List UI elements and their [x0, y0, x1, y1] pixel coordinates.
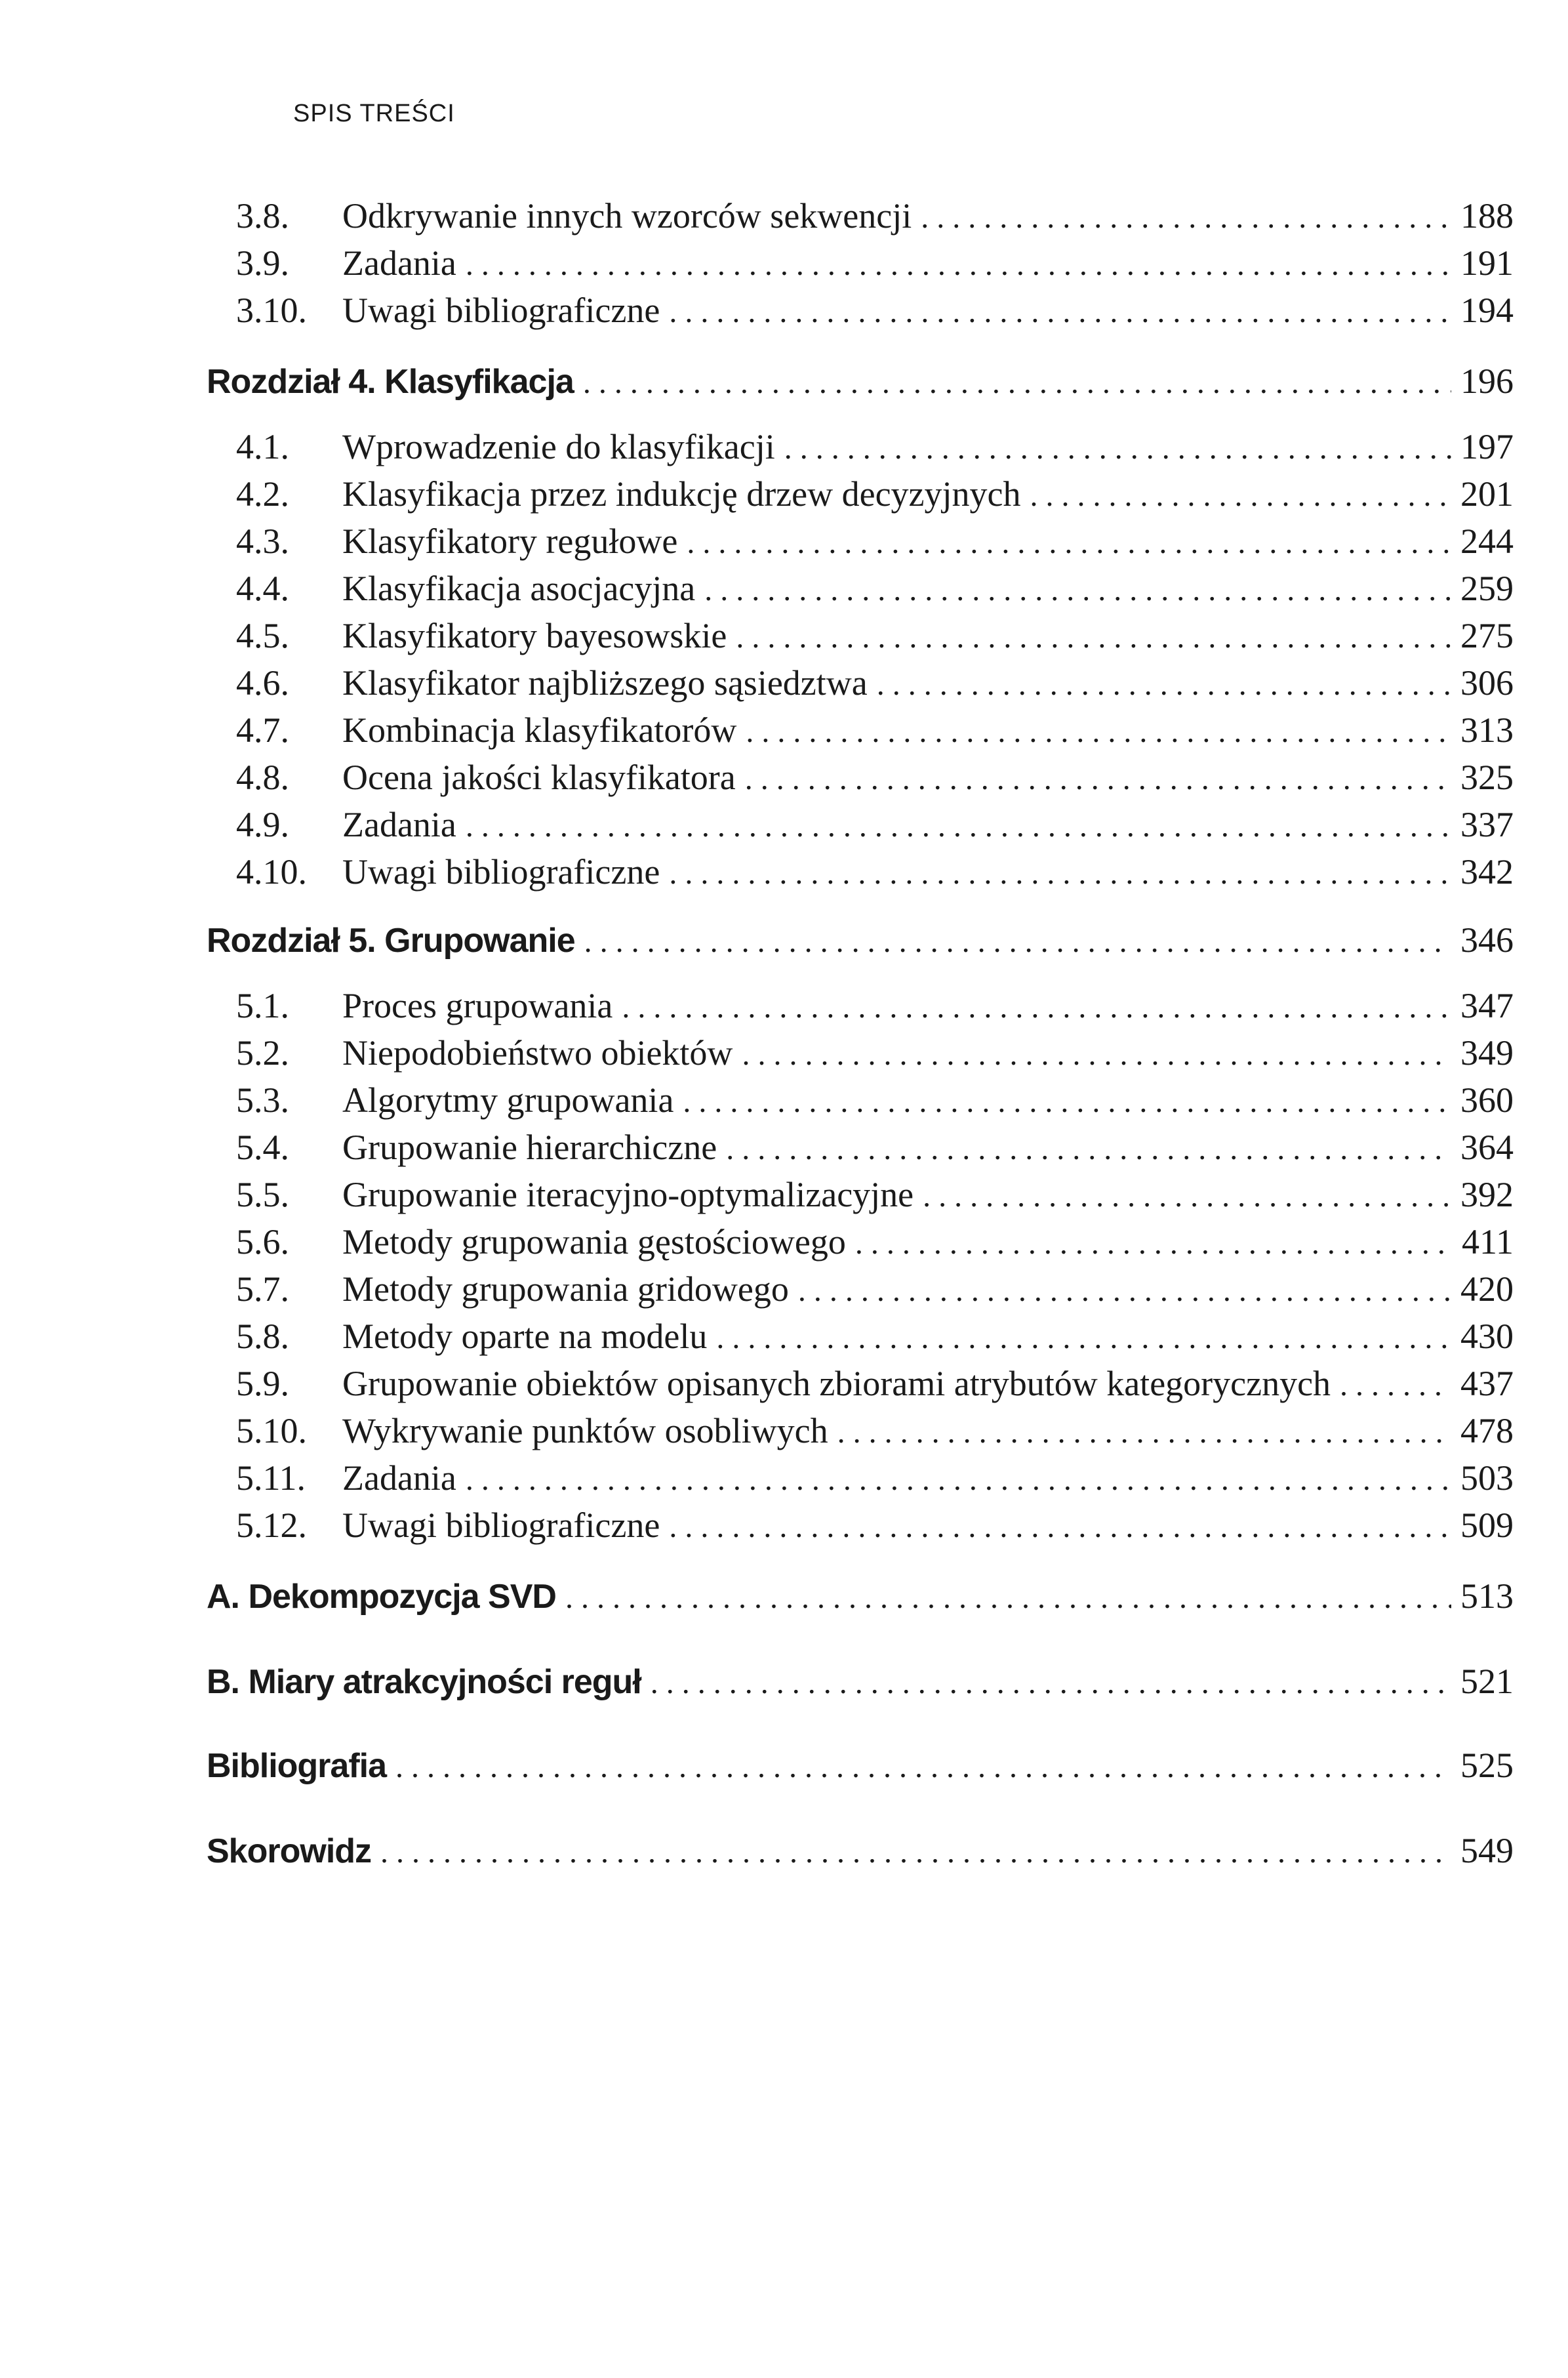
- toc-entry-title: Odkrywanie innych wzorców sekwencji: [342, 196, 912, 236]
- toc-entry-title: Metody grupowania gęstościowego: [342, 1222, 846, 1261]
- toc-entry-title: Ocena jakości klasyfikatora: [342, 758, 736, 797]
- toc-entry-page: 188: [1460, 196, 1514, 236]
- toc-entry-page: 392: [1460, 1175, 1514, 1214]
- toc-entry-page: 275: [1460, 616, 1514, 655]
- toc-chapter-title: B. Miary atrakcyjności reguł: [207, 1663, 641, 1701]
- toc-entry-number: 3.10.: [236, 291, 307, 330]
- toc-entry-page: 360: [1460, 1080, 1514, 1120]
- dot-leader: [798, 1273, 1451, 1309]
- toc-entry-page: 191: [1460, 243, 1514, 283]
- toc-chapter-title: Rozdział 5. Grupowanie: [207, 922, 575, 960]
- dot-leader: [669, 1509, 1451, 1545]
- toc-entry-number: 4.10.: [236, 852, 307, 892]
- toc-entry-number: 3.9.: [236, 243, 289, 283]
- toc-chapter-4[interactable]: [207, 361, 1514, 401]
- toc-chapter-title: Bibliografia: [207, 1747, 387, 1785]
- toc-entry-4-8[interactable]: [207, 757, 1514, 798]
- toc-entry-5-1[interactable]: [207, 985, 1514, 1026]
- dot-leader: [855, 1225, 1453, 1261]
- toc-chapter-5[interactable]: [207, 920, 1514, 960]
- dot-leader: [395, 1749, 1451, 1785]
- toc-entry-5-12[interactable]: [207, 1505, 1514, 1546]
- dot-leader: [1340, 1367, 1451, 1403]
- toc-entry-5-4[interactable]: [207, 1127, 1514, 1168]
- toc-appendix-a[interactable]: [207, 1576, 1514, 1616]
- toc-entry-3-10[interactable]: [207, 290, 1514, 331]
- toc-bibliography[interactable]: [207, 1745, 1514, 1786]
- toc-entry-number: 5.5.: [236, 1175, 289, 1214]
- toc-entry-4-10[interactable]: [207, 851, 1514, 892]
- toc-entry-4-1[interactable]: [207, 426, 1514, 467]
- toc-chapter-title: Skorowidz: [207, 1832, 372, 1870]
- toc-entry-number: 4.8.: [236, 758, 289, 797]
- toc-entry-number: 5.11.: [236, 1458, 306, 1498]
- toc-entry-title: Uwagi bibliograficzne: [342, 1506, 660, 1545]
- toc-entry-number: 4.4.: [236, 569, 289, 608]
- toc-entry-page: 420: [1460, 1269, 1514, 1309]
- toc-entry-number: 5.10.: [236, 1411, 307, 1450]
- dot-leader: [669, 855, 1451, 892]
- toc-chapter-title: A. Dekompozycja SVD: [207, 1578, 556, 1616]
- dot-leader: [742, 1036, 1451, 1073]
- toc-entry-number: 5.9.: [236, 1364, 289, 1403]
- toc-entry-title: Proces grupowania: [342, 986, 613, 1025]
- toc-entry-5-8[interactable]: [207, 1316, 1514, 1357]
- toc-entry-page: 349: [1460, 1033, 1514, 1073]
- toc-entry-4-3[interactable]: [207, 521, 1514, 562]
- toc-entry-title: Grupowanie iteracyjno-optymalizacyjne: [342, 1175, 914, 1214]
- toc-entry-page: 411: [1462, 1222, 1514, 1261]
- toc-entry-page: 478: [1460, 1411, 1514, 1450]
- toc-entry-title: Klasyfikatory regułowe: [342, 522, 678, 561]
- toc-entry-number: 3.8.: [236, 196, 289, 236]
- toc-entry-title: Wprowadzenie do klasyfikacji: [342, 427, 775, 466]
- dot-leader: [669, 294, 1451, 330]
- toc-entry-number: 5.2.: [236, 1033, 289, 1073]
- dot-leader: [745, 761, 1451, 797]
- toc-entry-4-2[interactable]: [207, 474, 1514, 514]
- toc-entry-title: Grupowanie hierarchiczne: [342, 1128, 717, 1167]
- toc-entry-title: Metody grupowania gridowego: [342, 1269, 789, 1309]
- toc-entry-title: Zadania: [342, 243, 456, 283]
- toc-entry-number: 4.2.: [236, 474, 289, 514]
- toc-entry-title: Zadania: [342, 805, 456, 844]
- toc-entry-page: 313: [1460, 710, 1514, 750]
- toc-entry-page: 259: [1460, 569, 1514, 608]
- toc-entry-number: 4.1.: [236, 427, 289, 466]
- toc-entry-page: 194: [1460, 291, 1514, 330]
- toc-entry-title: Uwagi bibliograficzne: [342, 852, 660, 892]
- dot-leader: [704, 572, 1451, 608]
- toc-entry-title: Metody oparte na modelu: [342, 1317, 708, 1356]
- toc-entry-title: Klasyfikacja przez indukcję drzew decyzyjnych: [342, 474, 1021, 514]
- toc-entry-title: Niepodobieństwo obiektów: [342, 1033, 733, 1073]
- toc-entry-number: 4.3.: [236, 522, 289, 561]
- dot-leader: [565, 1580, 1451, 1616]
- dot-leader: [466, 808, 1451, 844]
- toc-entry-page: 347: [1460, 986, 1514, 1025]
- toc-entry-page: 549: [1460, 1831, 1514, 1870]
- toc-entry-3-9[interactable]: [207, 243, 1514, 283]
- dot-leader: [877, 666, 1451, 703]
- toc-entry-page: 346: [1460, 920, 1514, 960]
- toc-entry-title: Grupowanie obiektów opisanych zbiorami atrybutów kategorycznych: [342, 1364, 1331, 1403]
- dot-leader: [716, 1320, 1451, 1356]
- toc-appendix-b[interactable]: [207, 1661, 1514, 1702]
- toc-entry-number: 5.6.: [236, 1222, 289, 1261]
- toc-entry-page: 196: [1460, 361, 1514, 401]
- toc-entry-page: 342: [1460, 852, 1514, 892]
- toc-entry-page: 509: [1460, 1506, 1514, 1545]
- dot-leader: [1030, 478, 1452, 514]
- toc-entry-5-10[interactable]: [207, 1410, 1514, 1451]
- toc-entry-title: Wykrywanie punktów osobliwych: [342, 1411, 828, 1450]
- toc-entry-5-7[interactable]: [207, 1269, 1514, 1309]
- toc-entry-page: 197: [1460, 427, 1514, 466]
- dot-leader: [651, 1665, 1451, 1701]
- dot-leader: [923, 1178, 1451, 1214]
- dot-leader: [837, 1414, 1451, 1450]
- dot-leader: [380, 1834, 1451, 1870]
- toc-entry-5-3[interactable]: [207, 1080, 1514, 1120]
- toc-entry-title: Klasyfikacja asocjacyjna: [342, 569, 696, 608]
- toc-entry-page: 513: [1460, 1576, 1514, 1616]
- toc-entry-number: 4.6.: [236, 663, 289, 703]
- toc-index[interactable]: [207, 1830, 1514, 1871]
- toc-entry-page: 201: [1460, 474, 1514, 514]
- toc-entry-page: 503: [1460, 1458, 1514, 1498]
- toc-entry-page: 337: [1460, 805, 1514, 844]
- toc-entry-number: 4.9.: [236, 805, 289, 844]
- toc-entry-page: 325: [1460, 758, 1514, 797]
- dot-leader: [726, 1131, 1451, 1167]
- toc-entry-page: 437: [1460, 1364, 1514, 1403]
- dot-leader: [466, 247, 1451, 283]
- toc-entry-number: 4.7.: [236, 710, 289, 750]
- toc-entry-title: Kombinacja klasyfikatorów: [342, 710, 737, 750]
- dot-leader: [622, 989, 1451, 1025]
- dot-leader: [583, 365, 1451, 401]
- toc-entry-3-8[interactable]: [207, 195, 1514, 236]
- toc-entry-page: 430: [1460, 1317, 1514, 1356]
- toc-entry-number: 5.4.: [236, 1128, 289, 1167]
- toc-chapter-title: Rozdział 4. Klasyfikacja: [207, 363, 574, 401]
- toc-entry-5-6[interactable]: [207, 1221, 1514, 1262]
- toc-entry-number: 5.1.: [236, 986, 289, 1025]
- dot-leader: [584, 924, 1451, 960]
- toc-entry-4-9[interactable]: [207, 804, 1514, 845]
- toc-entry-number: 5.3.: [236, 1080, 289, 1120]
- toc-entry-4-7[interactable]: [207, 710, 1514, 750]
- dot-leader: [784, 430, 1451, 466]
- dot-leader: [687, 525, 1451, 561]
- toc-entry-number: 5.8.: [236, 1317, 289, 1356]
- toc-entry-5-11[interactable]: [207, 1458, 1514, 1498]
- toc-entry-page: 244: [1460, 522, 1514, 561]
- dot-leader: [921, 199, 1451, 236]
- toc-entry-5-9[interactable]: [207, 1363, 1514, 1404]
- toc-entry-4-4[interactable]: [207, 568, 1514, 609]
- dot-leader: [736, 619, 1451, 655]
- toc-entry-4-6[interactable]: [207, 663, 1514, 703]
- toc-entry-title: Klasyfikatory bayesowskie: [342, 616, 727, 655]
- running-header: SPIS TREŚCI: [293, 100, 455, 127]
- dot-leader: [746, 714, 1451, 750]
- toc-entry-5-2[interactable]: [207, 1033, 1514, 1073]
- toc-entry-number: 5.7.: [236, 1269, 289, 1309]
- toc-entry-title: Klasyfikator najbliższego sąsiedztwa: [342, 663, 868, 703]
- toc-entry-number: 5.12.: [236, 1506, 307, 1545]
- toc-entry-title: Uwagi bibliograficzne: [342, 291, 660, 330]
- toc-entry-title: Algorytmy grupowania: [342, 1080, 674, 1120]
- toc-entry-page: 364: [1460, 1128, 1514, 1167]
- dot-leader: [683, 1084, 1451, 1120]
- toc-entry-5-5[interactable]: [207, 1174, 1514, 1215]
- toc-entry-4-5[interactable]: [207, 615, 1514, 656]
- toc-entry-page: 525: [1460, 1746, 1514, 1785]
- toc-entry-number: 4.5.: [236, 616, 289, 655]
- toc-entry-title: Zadania: [342, 1458, 456, 1498]
- toc-entry-page: 306: [1460, 663, 1514, 703]
- toc-entry-page: 521: [1460, 1662, 1514, 1701]
- dot-leader: [466, 1462, 1451, 1498]
